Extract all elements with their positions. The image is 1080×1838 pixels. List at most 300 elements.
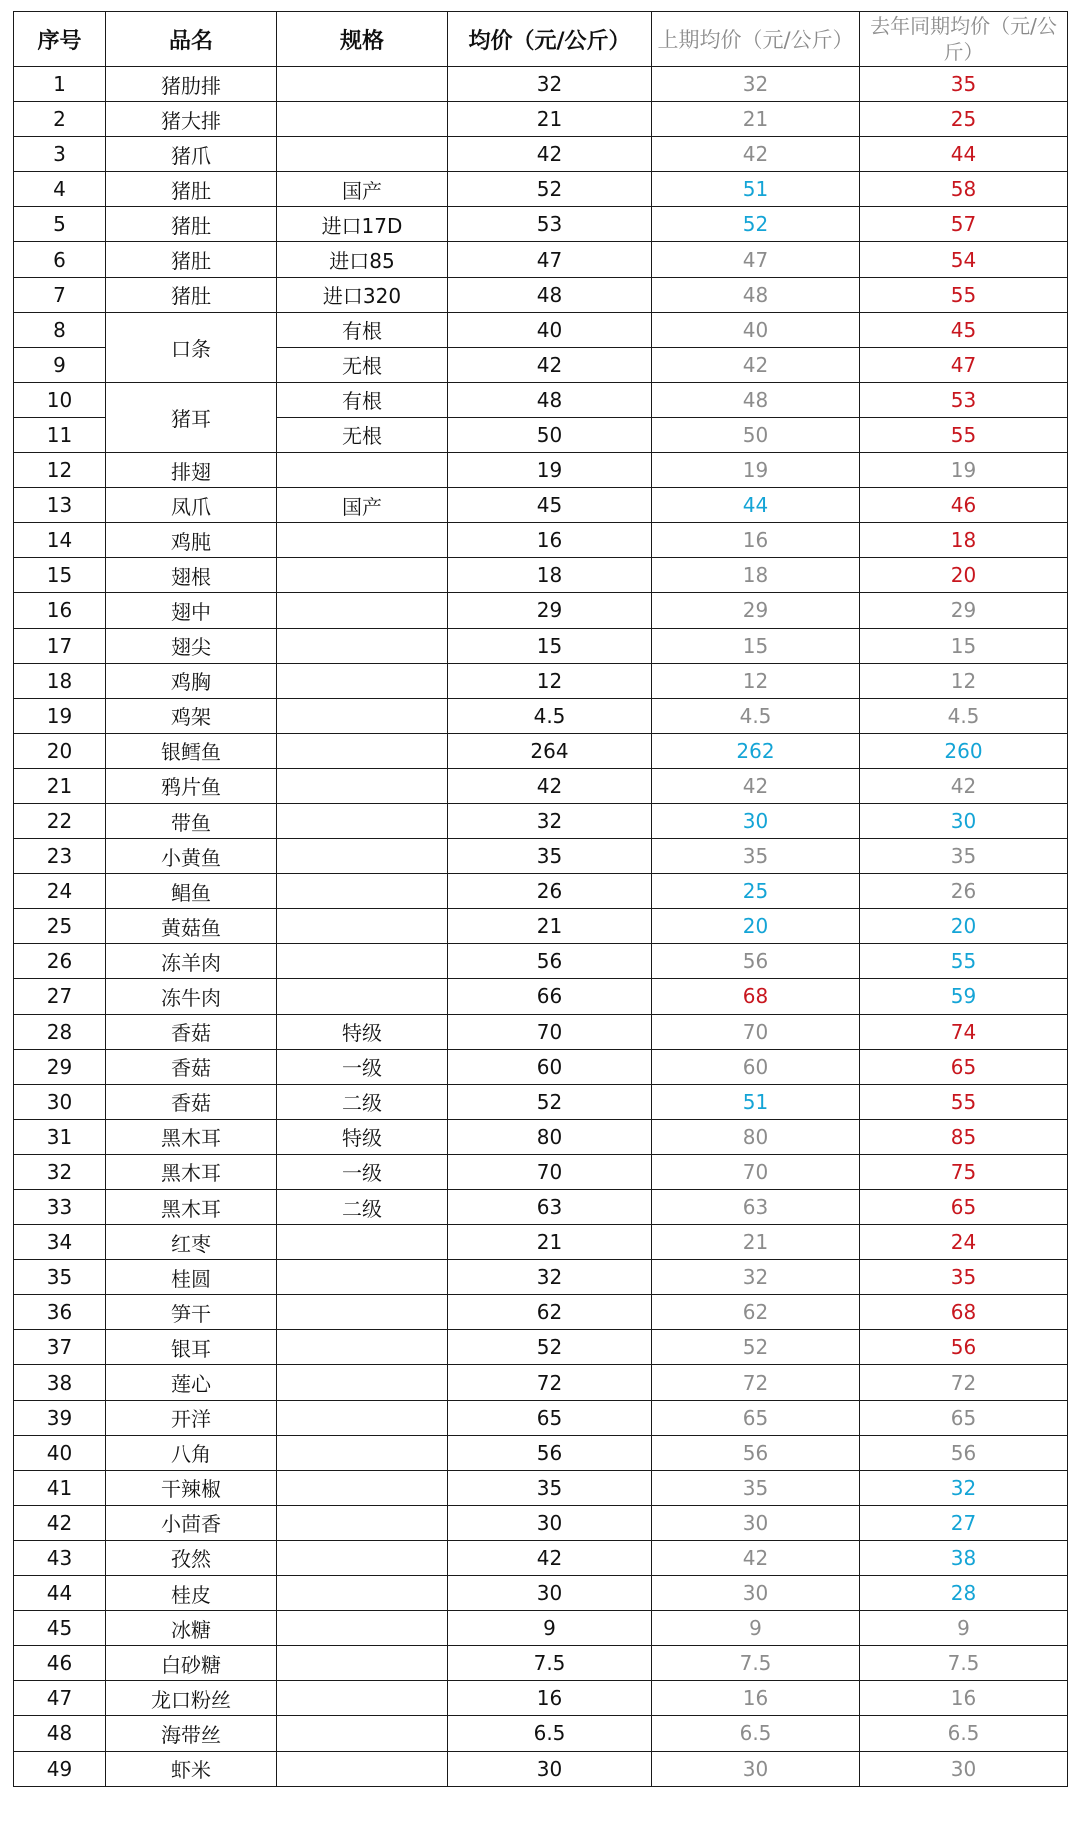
table-row xyxy=(14,803,1068,838)
last-year-price-cell: 24 xyxy=(860,1225,1068,1260)
prev-price-cell: 60 xyxy=(652,1049,860,1084)
prev-price-cell: 40 xyxy=(652,312,860,347)
table-row xyxy=(14,1330,1068,1365)
last-year-price-cell: 55 xyxy=(860,1084,1068,1119)
last-year-price-cell: 68 xyxy=(860,1295,1068,1330)
last-year-price-cell: 35 xyxy=(860,1260,1068,1295)
header-name: 品名 xyxy=(106,12,277,67)
row-number-cell: 36 xyxy=(14,1295,106,1330)
price-cell: 32 xyxy=(448,67,652,102)
price-cell: 21 xyxy=(448,1225,652,1260)
prev-price-cell: 4.5 xyxy=(652,698,860,733)
price-cell: 47 xyxy=(448,242,652,277)
spec-cell: 国产 xyxy=(277,172,448,207)
prev-price-cell: 29 xyxy=(652,593,860,628)
price-cell: 30 xyxy=(448,1751,652,1786)
last-year-price-cell: 6.5 xyxy=(860,1716,1068,1751)
row-number-cell: 12 xyxy=(14,453,106,488)
spec-cell xyxy=(277,1435,448,1470)
last-year-price-cell: 4.5 xyxy=(860,698,1068,733)
prev-price-cell: 62 xyxy=(652,1295,860,1330)
spec-cell xyxy=(277,1751,448,1786)
prev-price-cell: 65 xyxy=(652,1400,860,1435)
spec-cell: 无根 xyxy=(277,417,448,452)
spec-cell xyxy=(277,1225,448,1260)
row-number-cell: 40 xyxy=(14,1435,106,1470)
product-name-cell: 桂圆 xyxy=(106,1260,277,1295)
last-year-price-cell: 28 xyxy=(860,1576,1068,1611)
table-row xyxy=(14,1260,1068,1295)
table-row xyxy=(14,1470,1068,1505)
product-name-cell: 香菇 xyxy=(106,1084,277,1119)
prev-price-cell: 7.5 xyxy=(652,1646,860,1681)
spec-cell xyxy=(277,874,448,909)
table-row xyxy=(14,242,1068,277)
product-name-cell: 海带丝 xyxy=(106,1716,277,1751)
prev-price-cell: 63 xyxy=(652,1190,860,1225)
product-name-cell: 小黄鱼 xyxy=(106,839,277,874)
prev-price-cell: 18 xyxy=(652,558,860,593)
row-number-cell: 29 xyxy=(14,1049,106,1084)
prev-price-cell: 25 xyxy=(652,874,860,909)
product-name-cell: 带鱼 xyxy=(106,803,277,838)
price-cell: 4.5 xyxy=(448,698,652,733)
price-cell: 40 xyxy=(448,312,652,347)
table-row xyxy=(14,1576,1068,1611)
price-cell: 9 xyxy=(448,1611,652,1646)
spec-cell xyxy=(277,102,448,137)
last-year-price-cell: 56 xyxy=(860,1330,1068,1365)
price-cell: 30 xyxy=(448,1576,652,1611)
price-cell: 52 xyxy=(448,172,652,207)
last-year-price-cell: 46 xyxy=(860,488,1068,523)
table-row xyxy=(14,1084,1068,1119)
product-name-cell: 黑木耳 xyxy=(106,1190,277,1225)
table-row xyxy=(14,1540,1068,1575)
prev-price-cell: 51 xyxy=(652,172,860,207)
product-name-cell: 香菇 xyxy=(106,1014,277,1049)
spec-cell xyxy=(277,1505,448,1540)
last-year-price-cell: 32 xyxy=(860,1470,1068,1505)
row-number-cell: 34 xyxy=(14,1225,106,1260)
last-year-price-cell: 38 xyxy=(860,1540,1068,1575)
spec-cell xyxy=(277,523,448,558)
last-year-price-cell: 58 xyxy=(860,172,1068,207)
price-cell: 21 xyxy=(448,102,652,137)
table-row xyxy=(14,1681,1068,1716)
row-number-cell: 1 xyxy=(14,67,106,102)
price-cell: 30 xyxy=(448,1505,652,1540)
table-row xyxy=(14,1646,1068,1681)
last-year-price-cell: 30 xyxy=(860,1751,1068,1786)
spec-cell xyxy=(277,803,448,838)
price-cell: 29 xyxy=(448,593,652,628)
last-year-price-cell: 18 xyxy=(860,523,1068,558)
spec-cell xyxy=(277,1470,448,1505)
last-year-price-cell: 260 xyxy=(860,733,1068,768)
prev-price-cell: 52 xyxy=(652,1330,860,1365)
spec-cell xyxy=(277,1260,448,1295)
row-number-cell: 8 xyxy=(14,312,106,347)
row-number-cell: 4 xyxy=(14,172,106,207)
product-name-cell: 翅根 xyxy=(106,558,277,593)
spec-cell xyxy=(277,909,448,944)
price-cell: 16 xyxy=(448,1681,652,1716)
row-number-cell: 30 xyxy=(14,1084,106,1119)
prev-price-cell: 30 xyxy=(652,1576,860,1611)
last-year-price-cell: 9 xyxy=(860,1611,1068,1646)
table-row xyxy=(14,593,1068,628)
row-number-cell: 24 xyxy=(14,874,106,909)
prev-price-cell: 51 xyxy=(652,1084,860,1119)
price-cell: 15 xyxy=(448,628,652,663)
row-number-cell: 7 xyxy=(14,277,106,312)
price-cell: 48 xyxy=(448,277,652,312)
product-name-cell: 猪肋排 xyxy=(106,67,277,102)
spec-cell xyxy=(277,1681,448,1716)
table-row xyxy=(14,382,1068,417)
price-table xyxy=(13,11,1068,1787)
product-name-cell: 猪爪 xyxy=(106,137,277,172)
row-number-cell: 48 xyxy=(14,1716,106,1751)
row-number-cell: 35 xyxy=(14,1260,106,1295)
price-cell: 35 xyxy=(448,839,652,874)
table-row xyxy=(14,768,1068,803)
product-name-cell: 冻羊肉 xyxy=(106,944,277,979)
prev-price-cell: 16 xyxy=(652,1681,860,1716)
spec-cell xyxy=(277,1611,448,1646)
spec-cell xyxy=(277,768,448,803)
prev-price-cell: 80 xyxy=(652,1119,860,1154)
spec-cell: 进口320 xyxy=(277,277,448,312)
table-row xyxy=(14,1225,1068,1260)
product-name-cell: 翅尖 xyxy=(106,628,277,663)
price-cell: 18 xyxy=(448,558,652,593)
row-number-cell: 38 xyxy=(14,1365,106,1400)
row-number-cell: 18 xyxy=(14,663,106,698)
table-body xyxy=(14,67,1068,1787)
row-number-cell: 23 xyxy=(14,839,106,874)
price-cell: 7.5 xyxy=(448,1646,652,1681)
spec-cell: 二级 xyxy=(277,1190,448,1225)
price-cell: 48 xyxy=(448,382,652,417)
spec-cell xyxy=(277,1330,448,1365)
product-name-cell: 八角 xyxy=(106,1435,277,1470)
row-number-cell: 41 xyxy=(14,1470,106,1505)
prev-price-cell: 20 xyxy=(652,909,860,944)
row-number-cell: 49 xyxy=(14,1751,106,1786)
product-name-cell: 猪肚 xyxy=(106,242,277,277)
row-number-cell: 20 xyxy=(14,733,106,768)
product-name-cell: 银耳 xyxy=(106,1330,277,1365)
spec-cell: 特级 xyxy=(277,1014,448,1049)
row-number-cell: 46 xyxy=(14,1646,106,1681)
table-row xyxy=(14,1154,1068,1189)
table-row xyxy=(14,207,1068,242)
spec-cell xyxy=(277,698,448,733)
last-year-price-cell: 35 xyxy=(860,67,1068,102)
header-last-year-price: 去年同期均价（元/公斤） xyxy=(860,12,1068,67)
spec-cell: 国产 xyxy=(277,488,448,523)
prev-price-cell: 32 xyxy=(652,67,860,102)
prev-price-cell: 42 xyxy=(652,137,860,172)
table-row xyxy=(14,874,1068,909)
spec-cell: 有根 xyxy=(277,382,448,417)
product-name-cell: 白砂糖 xyxy=(106,1646,277,1681)
row-number-cell: 9 xyxy=(14,347,106,382)
row-number-cell: 17 xyxy=(14,628,106,663)
last-year-price-cell: 75 xyxy=(860,1154,1068,1189)
price-cell: 50 xyxy=(448,417,652,452)
header-row xyxy=(14,12,1068,67)
price-cell: 72 xyxy=(448,1365,652,1400)
last-year-price-cell: 53 xyxy=(860,382,1068,417)
prev-price-cell: 35 xyxy=(652,839,860,874)
product-name-cell: 虾米 xyxy=(106,1751,277,1786)
table-row xyxy=(14,67,1068,102)
last-year-price-cell: 72 xyxy=(860,1365,1068,1400)
product-name-cell: 黑木耳 xyxy=(106,1154,277,1189)
row-number-cell: 16 xyxy=(14,593,106,628)
table-row xyxy=(14,1119,1068,1154)
last-year-price-cell: 65 xyxy=(860,1190,1068,1225)
row-number-cell: 31 xyxy=(14,1119,106,1154)
prev-price-cell: 30 xyxy=(652,1751,860,1786)
prev-price-cell: 70 xyxy=(652,1154,860,1189)
row-number-cell: 25 xyxy=(14,909,106,944)
prev-price-cell: 42 xyxy=(652,1540,860,1575)
spec-cell xyxy=(277,944,448,979)
price-cell: 21 xyxy=(448,909,652,944)
price-cell: 16 xyxy=(448,523,652,558)
last-year-price-cell: 27 xyxy=(860,1505,1068,1540)
prev-price-cell: 48 xyxy=(652,277,860,312)
table-row xyxy=(14,1190,1068,1225)
table-row xyxy=(14,277,1068,312)
last-year-price-cell: 30 xyxy=(860,803,1068,838)
product-name-cell: 鲳鱼 xyxy=(106,874,277,909)
product-name-cell: 银鳕鱼 xyxy=(106,733,277,768)
product-name-cell: 猪肚 xyxy=(106,172,277,207)
spec-cell xyxy=(277,1295,448,1330)
spec-cell xyxy=(277,663,448,698)
row-number-cell: 6 xyxy=(14,242,106,277)
price-cell: 35 xyxy=(448,1470,652,1505)
table-row xyxy=(14,1716,1068,1751)
spec-cell: 进口85 xyxy=(277,242,448,277)
row-number-cell: 33 xyxy=(14,1190,106,1225)
table-row xyxy=(14,1049,1068,1084)
row-number-cell: 28 xyxy=(14,1014,106,1049)
product-name-cell: 猪肚 xyxy=(106,277,277,312)
product-name-cell: 猪肚 xyxy=(106,207,277,242)
spec-cell xyxy=(277,979,448,1014)
table-row xyxy=(14,663,1068,698)
product-name-cell: 鸡肫 xyxy=(106,523,277,558)
row-number-cell: 32 xyxy=(14,1154,106,1189)
table-row xyxy=(14,558,1068,593)
last-year-price-cell: 57 xyxy=(860,207,1068,242)
table-row xyxy=(14,628,1068,663)
table-row xyxy=(14,312,1068,347)
table-row xyxy=(14,733,1068,768)
table-row xyxy=(14,1295,1068,1330)
prev-price-cell: 56 xyxy=(652,944,860,979)
price-cell: 53 xyxy=(448,207,652,242)
price-cell: 63 xyxy=(448,1190,652,1225)
table-row xyxy=(14,1365,1068,1400)
spec-cell xyxy=(277,733,448,768)
product-name-cell: 莲心 xyxy=(106,1365,277,1400)
prev-price-cell: 12 xyxy=(652,663,860,698)
row-number-cell: 37 xyxy=(14,1330,106,1365)
prev-price-cell: 44 xyxy=(652,488,860,523)
table-row xyxy=(14,523,1068,558)
product-name-cell: 鸦片鱼 xyxy=(106,768,277,803)
row-number-cell: 13 xyxy=(14,488,106,523)
last-year-price-cell: 65 xyxy=(860,1049,1068,1084)
last-year-price-cell: 26 xyxy=(860,874,1068,909)
prev-price-cell: 262 xyxy=(652,733,860,768)
table-row xyxy=(14,137,1068,172)
spec-cell xyxy=(277,1646,448,1681)
product-name-cell: 猪大排 xyxy=(106,102,277,137)
prev-price-cell: 30 xyxy=(652,1505,860,1540)
table-row xyxy=(14,102,1068,137)
row-number-cell: 14 xyxy=(14,523,106,558)
spec-cell: 二级 xyxy=(277,1084,448,1119)
prev-price-cell: 19 xyxy=(652,453,860,488)
table-row xyxy=(14,839,1068,874)
prev-price-cell: 72 xyxy=(652,1365,860,1400)
prev-price-cell: 21 xyxy=(652,102,860,137)
prev-price-cell: 47 xyxy=(652,242,860,277)
last-year-price-cell: 20 xyxy=(860,909,1068,944)
row-number-cell: 2 xyxy=(14,102,106,137)
price-cell: 19 xyxy=(448,453,652,488)
row-number-cell: 26 xyxy=(14,944,106,979)
spec-cell xyxy=(277,1540,448,1575)
spec-cell: 有根 xyxy=(277,312,448,347)
spec-cell: 特级 xyxy=(277,1119,448,1154)
price-cell: 45 xyxy=(448,488,652,523)
row-number-cell: 11 xyxy=(14,417,106,452)
last-year-price-cell: 25 xyxy=(860,102,1068,137)
row-number-cell: 47 xyxy=(14,1681,106,1716)
price-cell: 52 xyxy=(448,1330,652,1365)
price-cell: 12 xyxy=(448,663,652,698)
prev-price-cell: 35 xyxy=(652,1470,860,1505)
spec-cell xyxy=(277,1400,448,1435)
spec-cell xyxy=(277,839,448,874)
last-year-price-cell: 7.5 xyxy=(860,1646,1068,1681)
prev-price-cell: 42 xyxy=(652,347,860,382)
table-row xyxy=(14,944,1068,979)
table-row xyxy=(14,453,1068,488)
row-number-cell: 15 xyxy=(14,558,106,593)
prev-price-cell: 56 xyxy=(652,1435,860,1470)
table-row xyxy=(14,172,1068,207)
last-year-price-cell: 29 xyxy=(860,593,1068,628)
spec-cell: 一级 xyxy=(277,1049,448,1084)
prev-price-cell: 52 xyxy=(652,207,860,242)
row-number-cell: 45 xyxy=(14,1611,106,1646)
product-name-cell: 口条 xyxy=(106,312,277,382)
price-cell: 32 xyxy=(448,803,652,838)
product-name-cell: 翅中 xyxy=(106,593,277,628)
header-prev-price: 上期均价（元/公斤） xyxy=(652,12,860,67)
last-year-price-cell: 74 xyxy=(860,1014,1068,1049)
last-year-price-cell: 59 xyxy=(860,979,1068,1014)
product-name-cell: 红枣 xyxy=(106,1225,277,1260)
table-row xyxy=(14,488,1068,523)
header-spec: 规格 xyxy=(277,12,448,67)
prev-price-cell: 30 xyxy=(652,803,860,838)
last-year-price-cell: 55 xyxy=(860,277,1068,312)
table-row xyxy=(14,979,1068,1014)
prev-price-cell: 32 xyxy=(652,1260,860,1295)
table-row xyxy=(14,1751,1068,1786)
product-name-cell: 开洋 xyxy=(106,1400,277,1435)
row-number-cell: 10 xyxy=(14,382,106,417)
product-name-cell: 冰糖 xyxy=(106,1611,277,1646)
last-year-price-cell: 12 xyxy=(860,663,1068,698)
row-number-cell: 27 xyxy=(14,979,106,1014)
last-year-price-cell: 15 xyxy=(860,628,1068,663)
last-year-price-cell: 56 xyxy=(860,1435,1068,1470)
last-year-price-cell: 55 xyxy=(860,944,1068,979)
last-year-price-cell: 65 xyxy=(860,1400,1068,1435)
prev-price-cell: 42 xyxy=(652,768,860,803)
last-year-price-cell: 55 xyxy=(860,417,1068,452)
row-number-cell: 19 xyxy=(14,698,106,733)
spec-cell xyxy=(277,628,448,663)
table-row xyxy=(14,1611,1068,1646)
price-cell: 56 xyxy=(448,944,652,979)
row-number-cell: 22 xyxy=(14,803,106,838)
price-cell: 60 xyxy=(448,1049,652,1084)
row-number-cell: 21 xyxy=(14,768,106,803)
spec-cell xyxy=(277,1716,448,1751)
row-number-cell: 5 xyxy=(14,207,106,242)
product-name-cell: 龙口粉丝 xyxy=(106,1681,277,1716)
price-cell: 42 xyxy=(448,768,652,803)
last-year-price-cell: 42 xyxy=(860,768,1068,803)
price-cell: 70 xyxy=(448,1014,652,1049)
spec-cell xyxy=(277,67,448,102)
row-number-cell: 3 xyxy=(14,137,106,172)
price-cell: 70 xyxy=(448,1154,652,1189)
price-cell: 52 xyxy=(448,1084,652,1119)
spec-cell: 一级 xyxy=(277,1154,448,1189)
product-name-cell: 干辣椒 xyxy=(106,1470,277,1505)
header-price: 均价（元/公斤） xyxy=(448,12,652,67)
price-cell: 32 xyxy=(448,1260,652,1295)
price-cell: 65 xyxy=(448,1400,652,1435)
price-cell: 56 xyxy=(448,1435,652,1470)
product-name-cell: 排翅 xyxy=(106,453,277,488)
product-name-cell: 孜然 xyxy=(106,1540,277,1575)
last-year-price-cell: 45 xyxy=(860,312,1068,347)
prev-price-cell: 6.5 xyxy=(652,1716,860,1751)
prev-price-cell: 48 xyxy=(652,382,860,417)
prev-price-cell: 68 xyxy=(652,979,860,1014)
last-year-price-cell: 20 xyxy=(860,558,1068,593)
row-number-cell: 44 xyxy=(14,1576,106,1611)
product-name-cell: 桂皮 xyxy=(106,1576,277,1611)
last-year-price-cell: 47 xyxy=(860,347,1068,382)
row-number-cell: 39 xyxy=(14,1400,106,1435)
